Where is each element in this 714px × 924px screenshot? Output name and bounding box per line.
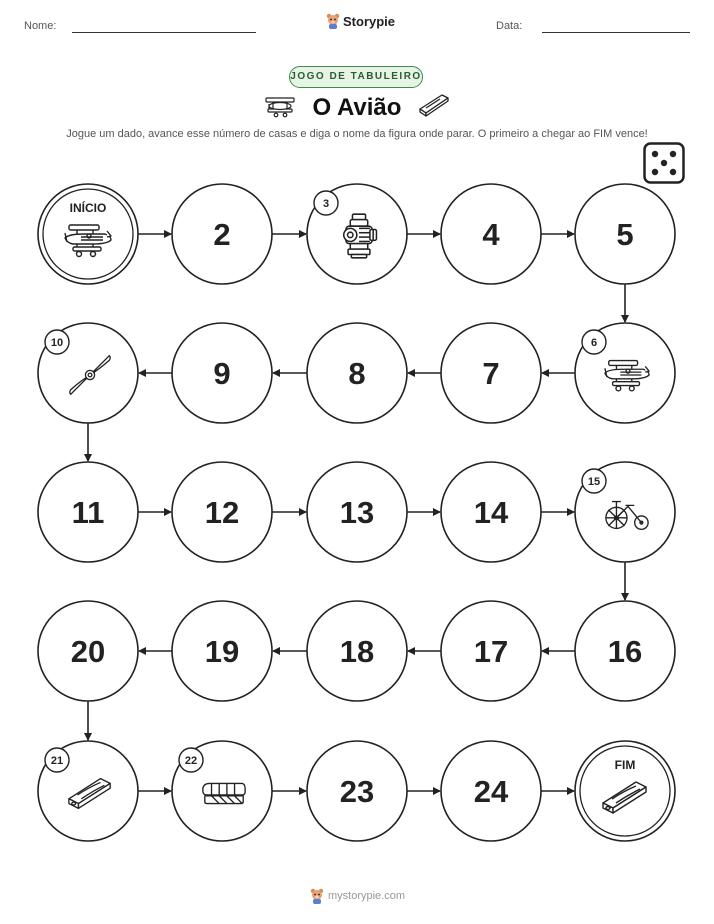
dice-icon xyxy=(643,142,685,184)
space-number: 19 xyxy=(204,634,240,669)
space-number: 20 xyxy=(70,634,106,669)
board-space-20 xyxy=(38,601,138,701)
board-space-8 xyxy=(307,323,407,423)
board-space-4 xyxy=(441,184,541,284)
space-number: 11 xyxy=(71,495,105,530)
board-space-24 xyxy=(441,741,541,841)
board-space-21 xyxy=(38,741,138,841)
space-number: 13 xyxy=(339,495,375,530)
board-space-23 xyxy=(307,741,407,841)
board-space-início xyxy=(38,184,138,284)
game-type-badge: JOGO DE TABULEIRO xyxy=(289,66,423,88)
board-space-15 xyxy=(575,462,675,562)
board-space-19 xyxy=(172,601,272,701)
board-space-9 xyxy=(172,323,272,423)
space-number-label: 6 xyxy=(590,337,598,349)
space-number: 23 xyxy=(339,774,375,809)
board-space-12 xyxy=(172,462,272,562)
bear-mascot-icon xyxy=(310,888,324,904)
wing-icon xyxy=(203,783,245,803)
finish-label: FIM xyxy=(614,758,636,772)
space-number-label: 3 xyxy=(322,198,330,210)
space-number-label: 10 xyxy=(50,337,64,349)
space-number: 24 xyxy=(473,774,509,809)
board-space-16 xyxy=(575,601,675,701)
instructions: Jogue um dado, avance esse número de casas e diga o nome da figura onde parar. O primeiro a chegar ao FIM vence! xyxy=(66,128,648,140)
space-number: 17 xyxy=(473,634,509,669)
board-space-2 xyxy=(172,184,272,284)
board-space-5 xyxy=(575,184,675,284)
space-number-label: 22 xyxy=(184,755,198,767)
board-space-18 xyxy=(307,601,407,701)
board-space-13 xyxy=(307,462,407,562)
board-space-3 xyxy=(307,184,407,284)
space-number-label: 15 xyxy=(587,476,601,488)
board-space-7 xyxy=(441,323,541,423)
space-number: 18 xyxy=(339,634,375,669)
footer xyxy=(310,888,405,904)
space-number: 8 xyxy=(348,356,366,391)
board-space-22 xyxy=(172,741,272,841)
date-label: Data: xyxy=(496,20,523,32)
board-space-fim xyxy=(575,741,675,841)
board-space-6 xyxy=(575,323,675,423)
space-number: 9 xyxy=(213,356,231,391)
board-space-14 xyxy=(441,462,541,562)
board-space-17 xyxy=(441,601,541,701)
board-space-11 xyxy=(38,462,138,562)
board-spaces xyxy=(38,184,675,841)
space-number: 5 xyxy=(616,217,634,252)
space-number: 16 xyxy=(607,634,643,669)
brand-name: Storypie xyxy=(343,13,396,29)
space-number: 4 xyxy=(482,217,500,252)
start-label: INÍCIO xyxy=(69,201,107,215)
space-number: 14 xyxy=(473,495,509,530)
board-space-10 xyxy=(38,323,138,423)
page-title: O Avião xyxy=(312,94,402,121)
space-number-label: 21 xyxy=(50,755,64,767)
space-number: 12 xyxy=(204,495,240,530)
name-label: Nome: xyxy=(24,20,57,32)
footer-url[interactable]: mystorypie.com xyxy=(328,890,406,902)
space-number: 7 xyxy=(482,356,500,391)
space-number: 2 xyxy=(213,217,231,252)
